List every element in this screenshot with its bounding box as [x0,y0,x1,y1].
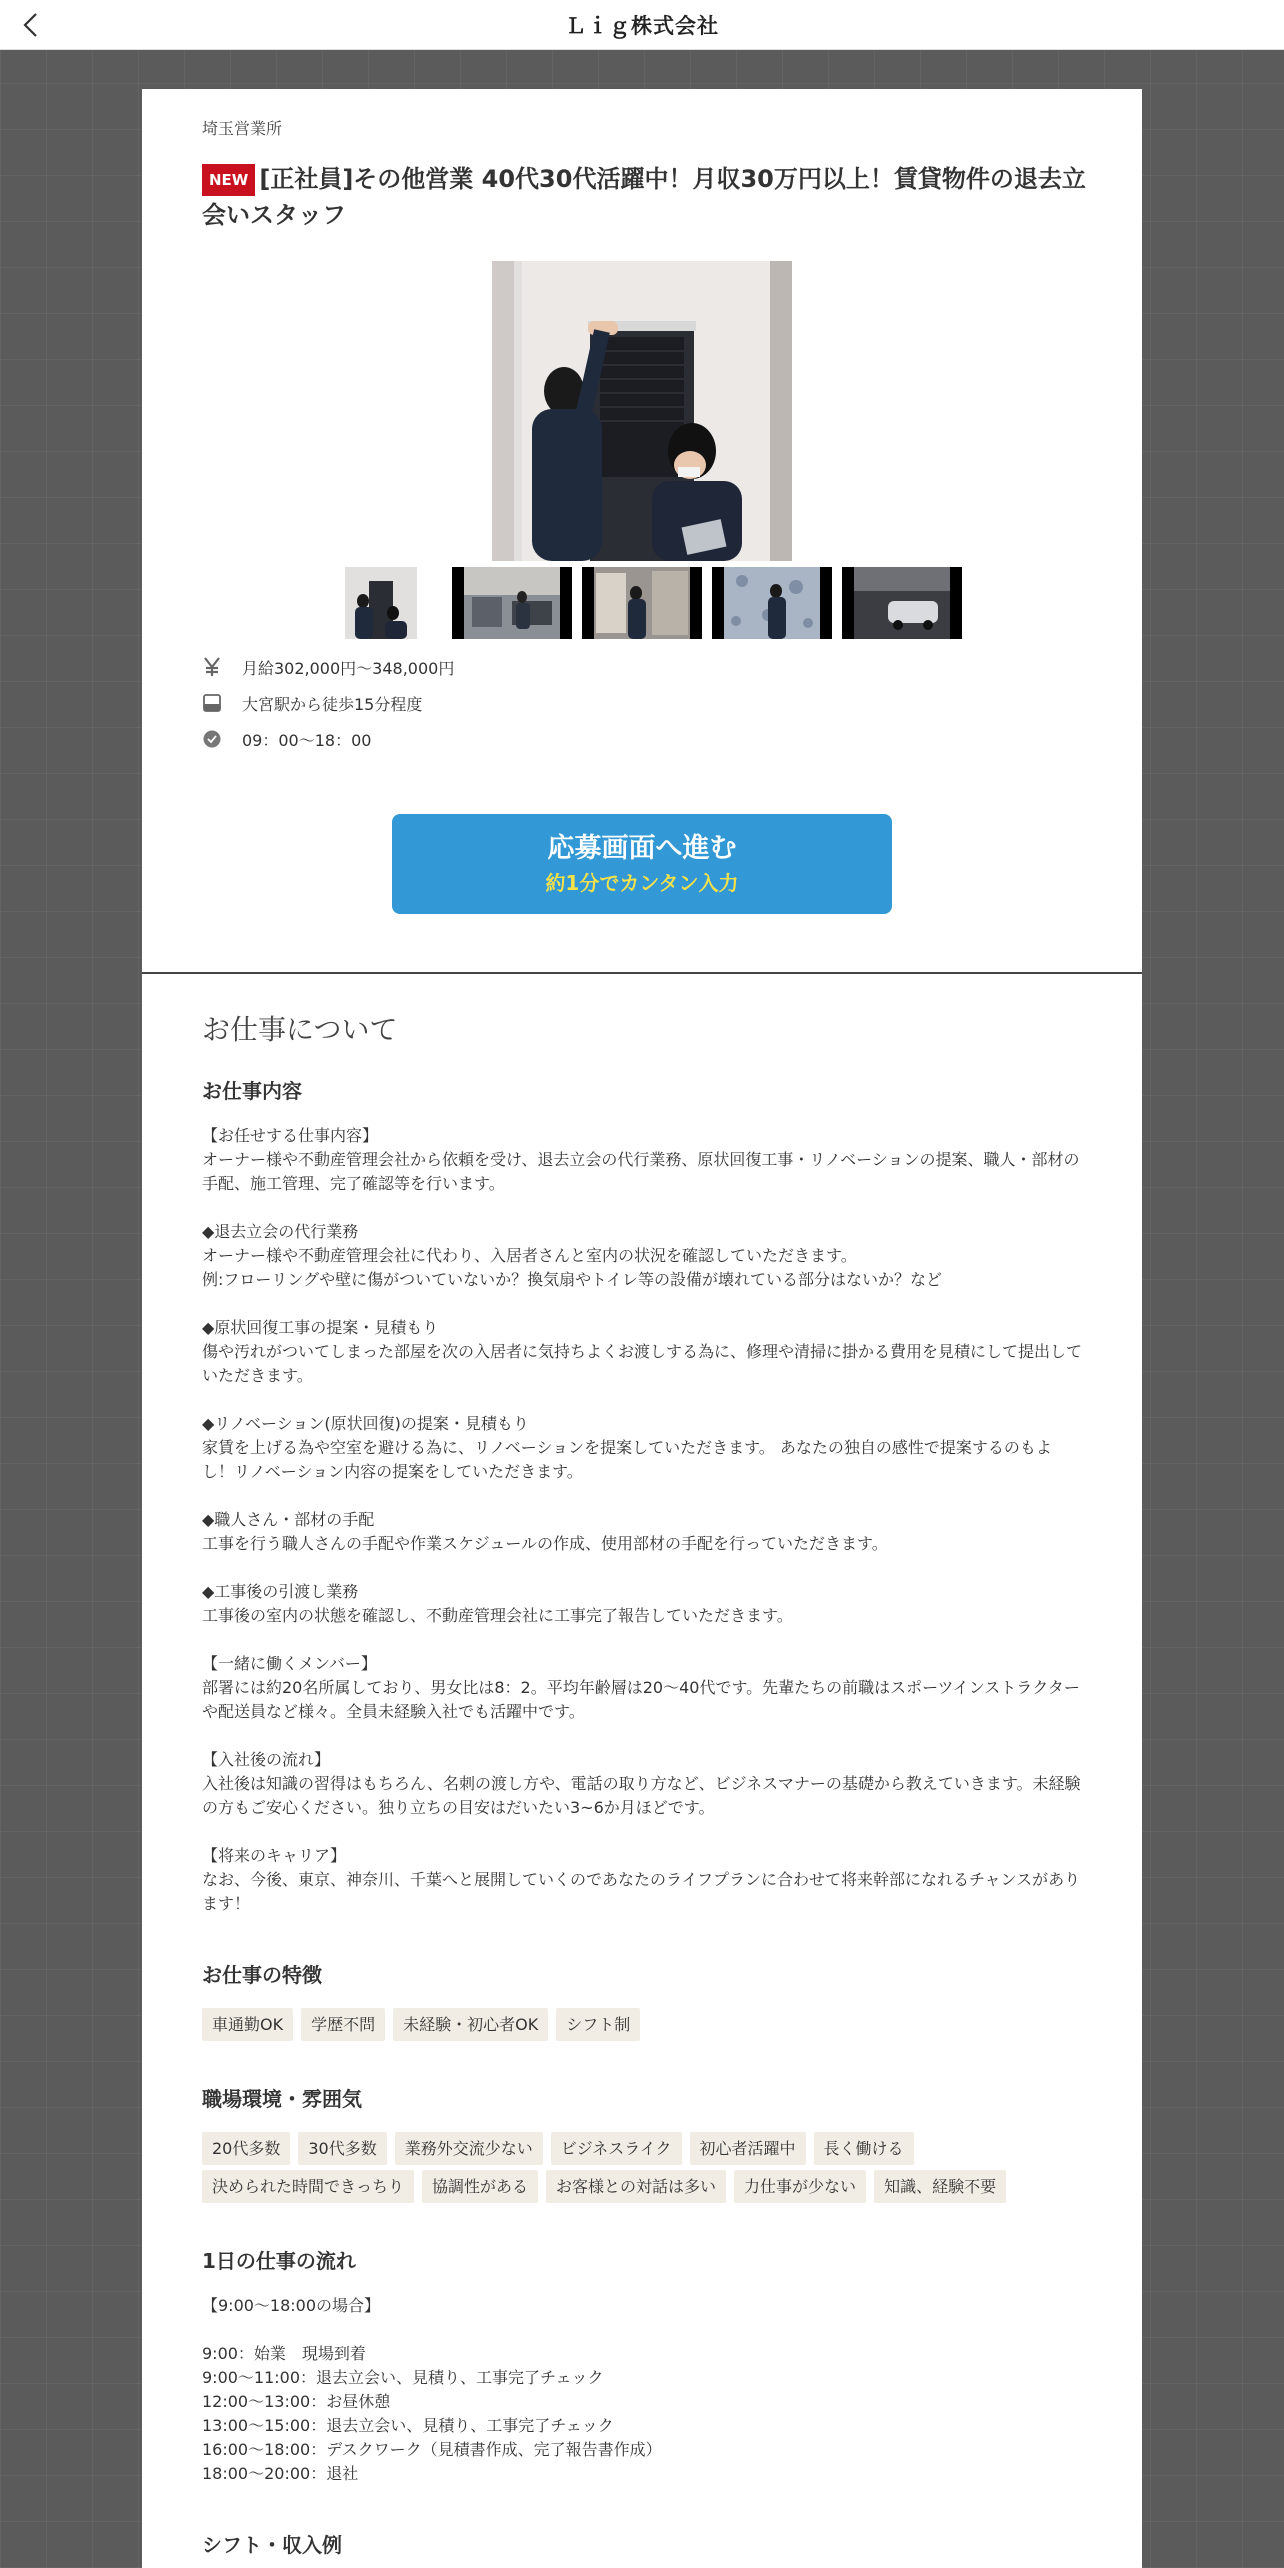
flow-line: 12:00〜13:00：お昼休憩 [202,2392,391,2411]
description-line: ◆工事後の引渡し業務 [202,1582,359,1601]
description-line: ◆退去立会の代行業務 [202,1222,359,1241]
description-line: 【将来のキャリア】 [202,1846,347,1865]
description-line [202,1196,1082,1220]
environment-tag: 業務外交流少ない [395,2132,543,2165]
access-row [202,689,422,717]
thumbnail-5[interactable] [842,567,962,639]
thumbnail-3[interactable] [582,567,702,639]
flow-line: 16:00〜18:00：デスクワーク（見積書作成、完了報告書作成） [202,2440,662,2459]
thumbnail-1[interactable] [345,567,417,639]
chevron-left-icon [22,12,40,38]
description-line: 部署には約20名所属しており、男女比は8：2。平均年齢層は20～40代です。先輩たちの前職はスポーツインストラクターや配送員など様々。全員未経験入社でも活躍中です。 [202,1678,1080,1721]
access-text: 大宮駅から徒歩15分程度 [242,694,423,714]
clock-icon [202,729,222,749]
shift-income-heading: シフト・収入例 [202,2533,342,2557]
job-summary [142,89,1142,974]
environment-tag: 初心者活躍中 [690,2132,806,2165]
description-line: ◆原状回復工事の提案・見積もり [202,1318,439,1337]
environment-tag: お客様との対話は多い [546,2170,726,2203]
salary-text: 月給302,000円〜348,000円 [242,658,455,678]
hours-text: 09：00～18：00 [242,730,372,750]
feature-tag: 車通勤OK [202,2008,293,2041]
description-line: 【一緒に働くメンバー】 [202,1654,377,1673]
features-heading: お仕事の特徴 [202,1963,322,1987]
apply-button-sublabel: 約1分でカンタン入力 [545,871,739,895]
description-line: ◆リノベーション(原状回復)の提案・見積もり [202,1414,529,1433]
thumbnail-2[interactable] [452,567,572,639]
flow-line: 18:00～20:00：退社 [202,2464,359,2483]
environment-tags [202,2132,1082,2208]
job-title [202,161,1087,233]
description-line: 工事後の室内の状態を確認し、不動産管理会社に工事完了報告していただきます。 [202,1606,793,1625]
main-photo[interactable] [492,261,792,561]
feature-tags [202,2008,1082,2046]
environment-tag: ビジネスライク [551,2132,682,2165]
flow-line: 9:00〜11:00：退去立会い、見積り、工事完了チェック [202,2368,604,2387]
environment-tag: 長く働ける [814,2132,914,2165]
job-details [142,974,1142,2560]
apply-button-label: 応募画面へ進む [547,833,737,864]
yen-icon [202,657,222,677]
daily-flow-heading: 1日の仕事の流れ [202,2249,356,2273]
office-name: 埼玉営業所 [202,119,283,138]
app-header [0,0,1284,50]
description-line [202,1628,1082,1652]
feature-tag: 学歴不問 [301,2008,385,2041]
new-badge: NEW [202,164,255,196]
description-line: 入社後は知識の習得はもちろん、名刺の渡し方や、電話の取り方など、ビジネスマナーの基礎から教えていきます。未経験の方もご安心ください。独り立ちの目安はだいたい3~6か月ほどです。 [202,1774,1081,1817]
back-button[interactable] [14,8,48,42]
environment-heading: 職場環境・雰囲気 [202,2087,362,2111]
apply-button[interactable] [392,814,892,914]
description-line: 傷や汚れがついてしまった部屋を次の入居者に気持ちよくお渡しする為に、修理や清掃に掛かる費用を見積にして提出していただきます。 [202,1342,1083,1385]
job-description [202,1124,1082,1916]
feature-tag: シフト制 [556,2008,640,2041]
description-line: 家賃を上げる為や空室を避ける為に、リノベーションを提案していただきます。 あなたの独自の感性で提案するのもよし！リノベーション内容の提案をしていただきます。 [202,1438,1052,1481]
description-line [202,1388,1082,1412]
feature-tag: 未経験・初心者OK [393,2008,548,2041]
about-section-title: お仕事について [202,1013,398,1046]
description-line: ◆職人さん・部材の手配 [202,1510,375,1529]
hours-row [202,725,371,753]
environment-tag: 決められた時間できっちり [202,2170,414,2203]
environment-tag: 30代多数 [298,2132,386,2165]
description-line: 例:フローリングや壁に傷がついていないか？換気扇やトイレ等の設備が壊れている部分はないか？など [202,1270,942,1289]
train-icon [202,693,222,713]
salary-row [202,653,454,681]
flow-line: 【9:00〜18:00の場合】 [202,2296,381,2315]
description-line [202,1292,1082,1316]
flow-line: 13:00〜15:00：退去立会い、見積り、工事完了チェック [202,2416,614,2435]
description-line [202,1820,1082,1844]
description-line: 【お任せする仕事内容】 [202,1126,379,1145]
description-line: 工事を行う職人さんの手配や作業スケジュールの作成、使用部材の手配を行っていただきます。 [202,1534,888,1553]
description-line: オーナー様や不動産管理会社から依頼を受け、退去立会の代行業務、原状回復工事・リノベーションの提案、職人・部材の手配、施工管理、完了確認等を行います。 [202,1150,1080,1193]
description-line: オーナー様や不動産管理会社に代わり、入居者さんと室内の状況を確認していただきます。 [202,1246,857,1265]
job-card [142,89,1142,2568]
environment-tag: 20代多数 [202,2132,290,2165]
environment-tag: 力仕事が少ない [734,2170,866,2203]
company-name: Ｌｉｇ株式会社 [565,13,719,38]
content-heading: お仕事内容 [202,1079,302,1103]
description-line: なお、今後、東京、神奈川、千葉へと展開していくのであなたのライフプランに合わせて将来幹部になれるチャンスがあります！ [202,1870,1081,1913]
daily-flow [202,2294,1082,2486]
environment-tag: 協調性がある [422,2170,538,2203]
environment-tag: 知識、経験不要 [874,2170,1006,2203]
flow-line: 9:00：始業 現場到着 [202,2344,366,2363]
description-line [202,1724,1082,1748]
description-line [202,1556,1082,1580]
job-title-text: [正社員]その他営業 40代30代活躍中！月収30万円以上！賃貸物件の退去立会いスタッフ [202,165,1086,229]
flow-line [202,2318,1082,2342]
description-line: 【入社後の流れ】 [202,1750,331,1769]
description-line [202,1484,1082,1508]
thumbnail-4[interactable] [712,567,832,639]
